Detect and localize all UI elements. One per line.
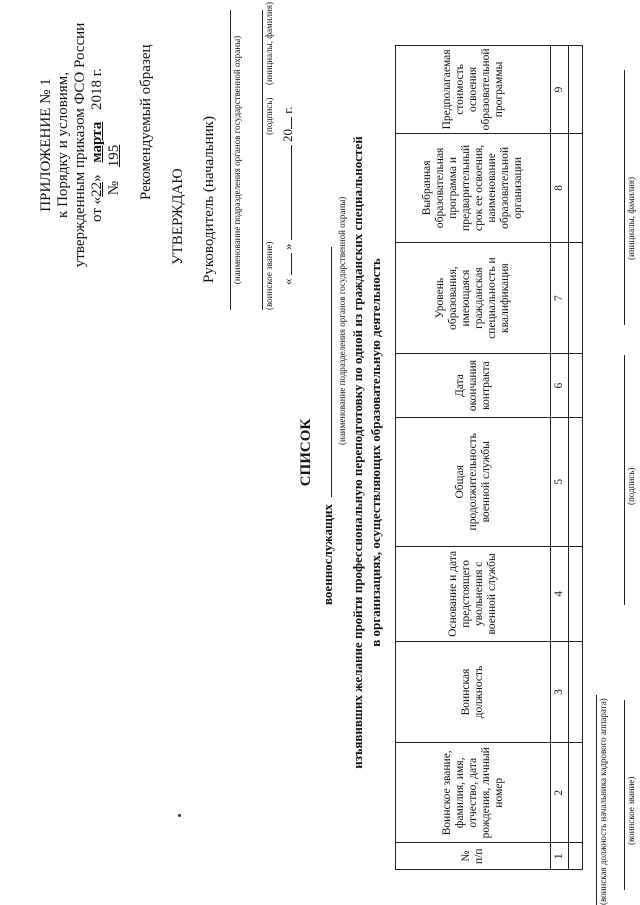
approve-dept-line: [230, 10, 231, 310]
appendix-order-date: от «22» марта 2018 г.: [89, 68, 105, 222]
header-cell: Выбранная образовательная программа и предварительный срок ее освоения, наименование образовательной организации: [396, 133, 551, 242]
header-cell: Основание и дата предстоящего увольнения с военной службы: [396, 546, 551, 641]
approve-title: УТВЕРЖДАЮ: [170, 168, 186, 265]
servicemen-table: [395, 45, 583, 870]
footer-sign-caption: (подпись): [626, 467, 636, 505]
appendix-block: [38, 10, 123, 280]
approve-signature-line: [262, 10, 263, 310]
approve-date: « » 20 г.: [280, 106, 295, 285]
footer-rank-caption: (воинское звание): [626, 776, 636, 845]
approve-dept-caption: (наименование подразделения органов государственной охраны): [232, 35, 242, 285]
list-dept-caption: (наименование подразделения органов государственной охраны): [337, 196, 347, 445]
header-cell: Предполагаемая стоимость освоения образовательной программы: [396, 46, 551, 134]
table-empty-row: [569, 46, 583, 870]
number-cell: 1: [551, 843, 569, 870]
header-cell: Уровень образования, имеющаяся гражданская специальность и квалификация: [396, 242, 551, 353]
footer-initials-line: [624, 70, 625, 325]
appendix-line-3: утвержденным приказом ФСО России: [72, 22, 88, 268]
appendix-line-2: к Порядку и условиям,: [55, 72, 71, 218]
number-cell: 3: [551, 641, 569, 742]
number-cell: 5: [551, 417, 569, 546]
footer-position-line: [596, 695, 597, 905]
number-cell: 2: [551, 743, 569, 843]
header-cell: № п/п: [396, 843, 551, 870]
list-servicemen-label: военнослужащих: [320, 247, 336, 605]
scan-dot: [178, 814, 181, 817]
list-title: СПИСОК: [298, 418, 314, 487]
table-header-row: [396, 46, 551, 870]
header-cell: Дата окончания контракта: [396, 354, 551, 417]
approve-sign-caption: (подпись): [264, 97, 274, 135]
appendix-order-number: № 195: [106, 144, 122, 196]
header-cell: Общая продолжительность военной службы: [396, 417, 551, 546]
list-desire-line-1: изъявивших желание пройти профессиональную переподготовку по одной из гражданских специальностей: [350, 136, 365, 769]
number-cell: 4: [551, 546, 569, 641]
number-cell: 7: [551, 242, 569, 353]
number-cell: 8: [551, 133, 569, 242]
appendix-title: ПРИЛОЖЕНИЕ № 1: [38, 78, 54, 212]
approve-rank-caption: (воинское звание): [264, 241, 274, 310]
approve-head: Руководитель (начальник): [201, 116, 217, 283]
footer-sign-line: [624, 355, 625, 605]
recommended-sample: Рекомендуемый образец: [138, 44, 154, 200]
footer-rank-line: [624, 700, 625, 890]
number-cell: 9: [551, 46, 569, 134]
number-cell: 6: [551, 354, 569, 417]
header-cell: Воинское звание, фамилия, имя, отчество, дата рождения, личный номер: [396, 743, 551, 843]
list-desire-line-2: в организациях, осуществляющих образовательную деятельность: [368, 258, 383, 647]
table-number-row: [551, 46, 569, 870]
footer-initials-caption: (инициалы, фамилия): [626, 177, 636, 260]
header-cell: Воинская должность: [396, 641, 551, 742]
footer-position-caption: (воинская должность начальника кадрового аппарата): [598, 698, 608, 905]
approve-initials-caption: (инициалы, фамилия): [264, 2, 274, 85]
